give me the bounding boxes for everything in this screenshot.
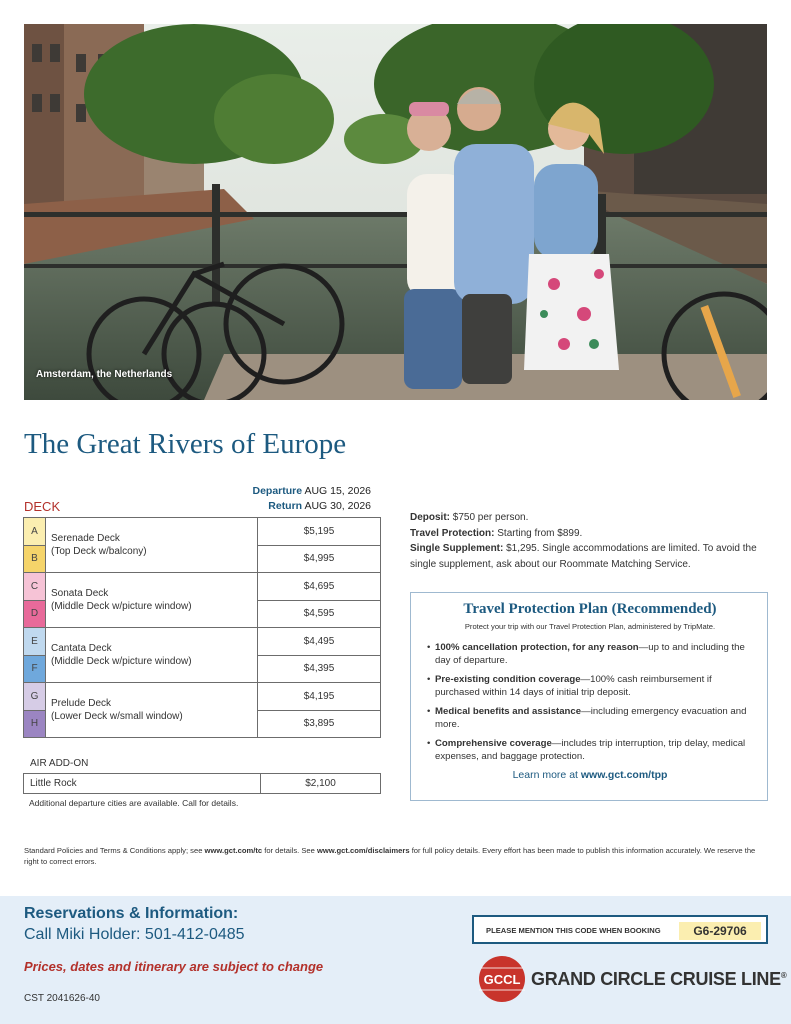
booking-code-label: PLEASE MENTION THIS CODE WHEN BOOKING <box>486 926 661 935</box>
deck-name-cell <box>46 683 258 738</box>
cst-number: CST 2041626-40 <box>24 993 100 1004</box>
change-notice: Prices, dates and itinerary are subject to change <box>24 959 324 974</box>
return-date: AUG 30, 2026 <box>304 500 371 512</box>
category-price: $4,395 <box>258 655 381 683</box>
bullet-text: —100% cash reimbursement if purchased within 14 days of initial trip deposit. <box>435 674 712 698</box>
table-row <box>24 518 381 546</box>
category-code: F <box>24 655 46 683</box>
air-addon-heading: AIR ADD-ON <box>30 758 89 769</box>
disclaimers-link[interactable]: www.gct.com/disclaimers <box>316 846 410 855</box>
table-row <box>24 683 381 711</box>
booking-code: G6-29706 <box>679 922 761 940</box>
deck-heading: DECK <box>24 499 61 514</box>
table-row <box>24 628 381 656</box>
list-item <box>427 673 753 699</box>
supplement-label: Single Supplement: <box>410 543 504 554</box>
deck-name: Cantata Deck <box>51 643 112 654</box>
air-addon-table <box>23 773 381 794</box>
booking-code-box <box>472 915 768 944</box>
deck-description: (Lower Deck w/small window) <box>51 711 183 722</box>
logo-text <box>531 969 786 990</box>
gccl-logo-icon <box>477 954 529 1004</box>
legal-text-2: for details. See <box>264 846 315 855</box>
deposit-label: Deposit: <box>410 512 450 523</box>
air-price: $2,100 <box>261 774 381 794</box>
company-logo <box>477 954 787 1004</box>
return-label: Return <box>268 500 303 512</box>
table-row <box>24 573 381 601</box>
departure-date: AUG 15, 2026 <box>304 485 371 497</box>
reservations-phone[interactable]: Call Miki Holder: 501-412-0485 <box>24 926 245 943</box>
category-code: H <box>24 710 46 738</box>
supplement-text: $1,295. Single accommodations are limited. To avoid the single supplement, ask about our Roommate Matching Service. <box>410 543 757 570</box>
travel-protection-box <box>410 592 768 801</box>
deck-name-cell <box>46 573 258 628</box>
tpp-bullet-list <box>427 641 753 763</box>
deck-name: Serenade Deck <box>51 533 120 544</box>
terms-link[interactable]: www.gct.com/tc <box>204 846 263 855</box>
trip-dates <box>240 484 371 514</box>
footer <box>0 896 791 1024</box>
logo-wordmark: GRAND CIRCLE CRUISE LINE <box>531 969 781 989</box>
bullet-bold: Comprehensive coverage <box>435 738 552 749</box>
deck-name-cell <box>46 518 258 573</box>
hero-photo <box>24 24 767 400</box>
deck-name-cell <box>46 628 258 683</box>
bullet-bold: 100% cancellation protection, for any reason <box>435 642 639 653</box>
deck-name: Prelude Deck <box>51 698 112 709</box>
trademark-symbol: ® <box>780 971 787 980</box>
legal-disclaimer <box>24 845 768 867</box>
deck-name: Sonata Deck <box>51 588 109 599</box>
protection-label: Travel Protection: <box>410 527 495 539</box>
logo-mark: GCCL <box>483 972 521 987</box>
bullet-bold: Pre-existing condition coverage <box>435 674 581 685</box>
tpp-link-prefix: Learn more at <box>512 769 578 781</box>
category-price: $4,495 <box>258 628 381 656</box>
deck-description: (Middle Deck w/picture window) <box>51 656 192 667</box>
category-code: E <box>24 628 46 656</box>
bullet-text: —up to and including the day of departure. <box>435 642 745 666</box>
tpp-link-line <box>427 769 753 781</box>
tpp-subtitle: Protect your trip with our Travel Protection Plan, administered by TripMate. <box>464 622 716 631</box>
deck-description: (Middle Deck w/picture window) <box>51 601 192 612</box>
air-note: Additional departure cities are available. Call for details. <box>29 798 239 808</box>
amsterdam-canal-illustration <box>24 24 767 400</box>
trip-title: The Great Rivers of Europe <box>24 428 347 460</box>
legal-text-1: Standard Policies and Terms & Conditions apply; see <box>24 846 203 855</box>
category-price: $4,195 <box>258 683 381 711</box>
category-price: $5,195 <box>258 518 381 546</box>
protection-text: Starting from $899. <box>497 527 583 539</box>
category-price: $4,695 <box>258 573 381 601</box>
bullet-text: —includes trip interruption, trip delay, medical expenses, and baggage protection. <box>435 738 746 762</box>
category-code: B <box>24 545 46 573</box>
photo-caption: Amsterdam, the Netherlands <box>36 369 173 380</box>
category-price: $4,995 <box>258 545 381 573</box>
category-code: G <box>24 683 46 711</box>
deck-description: (Top Deck w/balcony) <box>51 546 147 557</box>
tpp-title: Travel Protection Plan (Recommended) <box>463 601 717 617</box>
deck-price-table <box>23 517 381 738</box>
bullet-bold: Medical benefits and assistance <box>435 706 582 717</box>
deposit-text: $750 per person. <box>452 512 529 523</box>
pricing-info <box>410 510 768 572</box>
category-price: $3,895 <box>258 710 381 738</box>
legal-text-3: for full policy details. Every effort has been made to publish this information accurately. We reserve the right to correct errors. <box>24 846 756 866</box>
category-code: D <box>24 600 46 628</box>
departure-label: Departure <box>252 485 303 497</box>
reservations-title: Reservations & Information: <box>24 905 239 922</box>
list-item <box>427 641 753 667</box>
category-code: A <box>24 518 46 546</box>
air-city: Little Rock <box>24 774 261 794</box>
category-price: $4,595 <box>258 600 381 628</box>
tpp-link[interactable]: www.gct.com/tpp <box>580 769 668 781</box>
table-row <box>24 774 381 794</box>
bullet-text: —including emergency evacuation and more. <box>435 706 747 730</box>
category-code: C <box>24 573 46 601</box>
list-item <box>427 737 753 763</box>
list-item <box>427 705 753 731</box>
